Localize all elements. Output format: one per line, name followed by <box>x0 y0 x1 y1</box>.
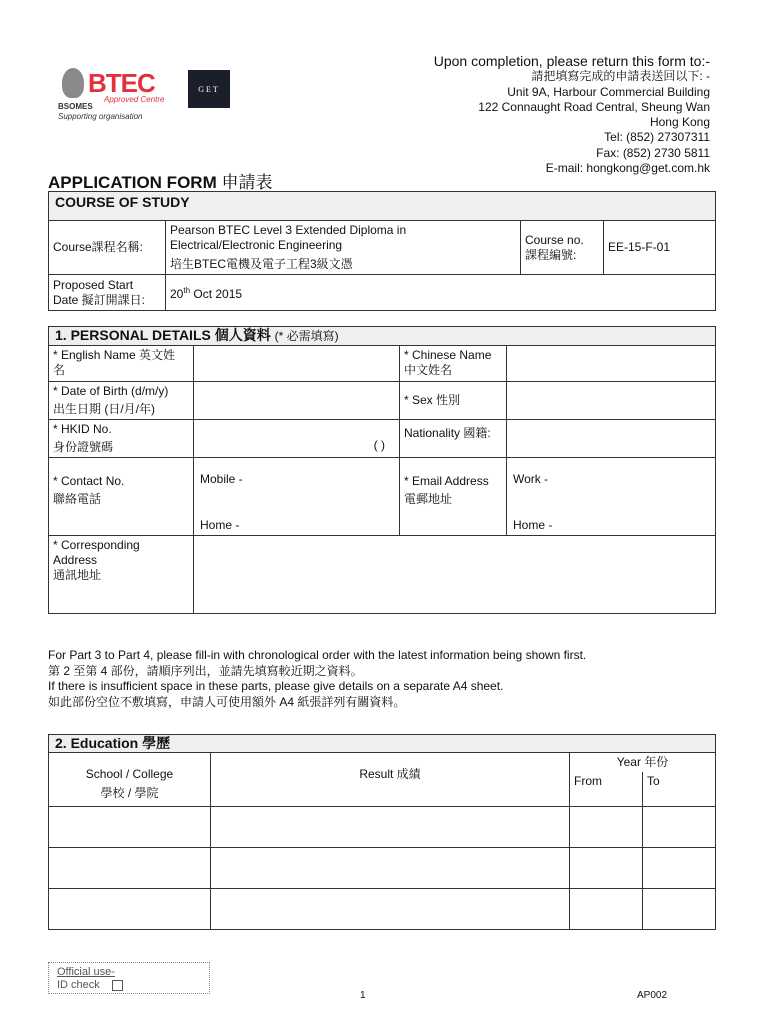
chinese-name-label-line2: 中文姓名 <box>404 363 453 377</box>
education-row1-result[interactable] <box>211 806 570 847</box>
course-name-line2: Electrical/Electronic Engineering <box>170 238 343 252</box>
instructions-line2: 第 2 至第 4 部份，請順序列出，並請先填寫較近期之資料。 <box>48 663 363 678</box>
email-field[interactable] <box>507 458 716 536</box>
dob-label-line2: 出生日期 (日/月/年) <box>53 402 155 416</box>
nationality-label: Nationality 國籍: <box>400 420 507 458</box>
address-field[interactable] <box>194 536 716 614</box>
return-email: E-mail: hongkong@get.com.hk <box>545 161 710 176</box>
course-table <box>48 191 716 311</box>
education-row1-from[interactable] <box>570 806 643 847</box>
bsomes-tagline: Supporting organisation <box>58 112 143 121</box>
start-month-year: Oct 2015 <box>190 287 243 301</box>
year-header: Year 年份 <box>570 753 716 773</box>
course-no-label-zh: 課程編號: <box>525 247 577 262</box>
course-no-label-en: Course no. <box>525 232 584 247</box>
address-label-line1: * Corresponding <box>53 538 140 552</box>
return-fax: Fax: (852) 2730 5811 <box>596 145 710 160</box>
school-header-zh: 學校 / 學院 <box>100 786 159 800</box>
id-check-row <box>57 979 201 992</box>
course-label: Course課程名稱: <box>49 221 166 275</box>
email-label-line1: * Email Address <box>404 474 489 488</box>
start-day-suffix: th <box>183 286 191 295</box>
course-name-line1: Pearson BTEC Level 3 Extended Diploma in <box>170 223 407 237</box>
page-title-zh: 申請表 <box>221 173 273 192</box>
instructions-line3: If there is insufficient space in these parts, please give details on a separate A4 sheet. <box>48 679 504 693</box>
contact-label-line2: 聯絡電話 <box>53 492 102 506</box>
address-label-line2: Address <box>53 553 98 567</box>
education-row3-result[interactable] <box>211 888 570 929</box>
mobile-label: Mobile - <box>200 472 243 486</box>
official-use-label: Official use- <box>57 966 115 978</box>
required-note: (* 必需填寫) <box>274 329 339 343</box>
page-number: 1 <box>360 990 366 1001</box>
address-label-line3: 通訊地址 <box>53 568 102 582</box>
contact-label <box>49 458 194 536</box>
school-header <box>49 753 211 807</box>
education-row1-school[interactable] <box>49 806 211 847</box>
instructions <box>48 648 586 710</box>
return-address <box>434 54 710 176</box>
start-date-label-zh: Date 擬訂開課日: <box>53 292 146 307</box>
from-header: From <box>570 772 643 806</box>
home-phone-label: Home - <box>200 518 240 532</box>
return-tel: Tel: (852) 27307311 <box>604 130 710 145</box>
result-header: Result 成績 <box>211 753 570 807</box>
english-name-label <box>49 346 194 382</box>
course-no-label <box>521 221 604 275</box>
start-date-label <box>49 275 166 311</box>
education-table <box>48 734 716 930</box>
course-name-zh: 培生BTEC電機及電子工程3級文憑 <box>170 257 353 271</box>
personal-details-table <box>48 326 716 614</box>
nationality-field[interactable] <box>507 420 716 458</box>
personal-heading <box>49 327 716 346</box>
return-line3: Unit 9A, Harbour Commercial Building <box>507 84 710 99</box>
english-name-label-line1: * English Name 英文姓 <box>53 348 176 362</box>
email-label <box>400 458 507 536</box>
hkid-label-line2: 身份證號碼 <box>53 440 114 454</box>
instructions-line1: For Part 3 to Part 4, please fill-in with chronological order with the latest information being shown first. <box>48 648 587 662</box>
contact-field[interactable] <box>194 458 400 536</box>
start-date-label-en: Proposed Start <box>53 277 134 292</box>
education-row3-from[interactable] <box>570 888 643 929</box>
education-row2-from[interactable] <box>570 847 643 888</box>
btec-logo-subtitle: Approved Centre <box>104 95 165 104</box>
return-line2: 請把填寫完成的申請表送回以下: - <box>531 69 710 84</box>
education-row2-school[interactable] <box>49 847 211 888</box>
dob-field[interactable] <box>194 382 400 420</box>
education-row2-result[interactable] <box>211 847 570 888</box>
hkid-label-line1: * HKID No. <box>53 422 112 436</box>
course-no-value[interactable]: EE-15-F-01 <box>604 221 716 275</box>
hkid-field[interactable] <box>194 420 400 458</box>
education-row3-to[interactable] <box>643 888 716 929</box>
home-email-label: Home - <box>513 518 553 532</box>
course-heading: COURSE OF STUDY <box>49 192 716 221</box>
dob-label-line1: * Date of Birth (d/m/y) <box>53 384 169 398</box>
id-check-label: ID check <box>57 979 100 991</box>
instructions-line4: 如此部份空位不敷填寫，申請人可使用額外 A4 紙張詳列有關資料。 <box>48 694 406 709</box>
chinese-name-label-line1: * Chinese Name <box>404 348 492 362</box>
school-header-en: School / College <box>85 767 174 781</box>
page-title-en: APPLICATION FORM <box>48 173 217 192</box>
hkid-label <box>49 420 194 458</box>
return-line1: Upon completion, please return this form to:- <box>433 53 710 69</box>
dob-label <box>49 382 194 420</box>
start-date-value[interactable] <box>166 275 716 311</box>
education-row3-school[interactable] <box>49 888 211 929</box>
bsomes-logo-label: BSOMES <box>58 102 93 111</box>
work-email-label: Work - <box>513 472 549 486</box>
education-row1-to[interactable] <box>643 806 716 847</box>
return-line4: 122 Connaught Road Central, Sheung Wan <box>478 99 710 114</box>
btec-logo: BTEC <box>88 68 155 98</box>
return-line5: Hong Kong <box>649 115 710 130</box>
get-logo: GET <box>188 70 230 108</box>
chinese-name-field[interactable] <box>507 346 716 382</box>
english-name-field[interactable] <box>194 346 400 382</box>
start-day: 20 <box>170 287 184 301</box>
bsomes-logo-icon <box>62 68 84 98</box>
id-check-checkbox[interactable] <box>112 980 123 991</box>
education-row2-to[interactable] <box>643 847 716 888</box>
personal-heading-text: 1. PERSONAL DETAILS 個人資料 <box>55 327 271 343</box>
chinese-name-label <box>400 346 507 382</box>
hkid-check-digit-parens: ( ) <box>373 438 385 452</box>
form-code: AP002 <box>637 990 668 1001</box>
course-name-cell[interactable] <box>166 221 521 275</box>
official-use-box <box>48 962 210 994</box>
address-label <box>49 536 194 614</box>
email-label-line2: 電郵地址 <box>404 492 453 506</box>
to-header: To <box>643 772 716 806</box>
contact-label-line1: * Contact No. <box>53 474 125 488</box>
page-title <box>48 168 272 193</box>
sex-field[interactable] <box>507 382 716 420</box>
english-name-label-line2: 名 <box>53 363 66 377</box>
education-heading: 2. Education 學歷 <box>49 735 716 753</box>
sex-label: * Sex 性別 <box>400 382 507 420</box>
